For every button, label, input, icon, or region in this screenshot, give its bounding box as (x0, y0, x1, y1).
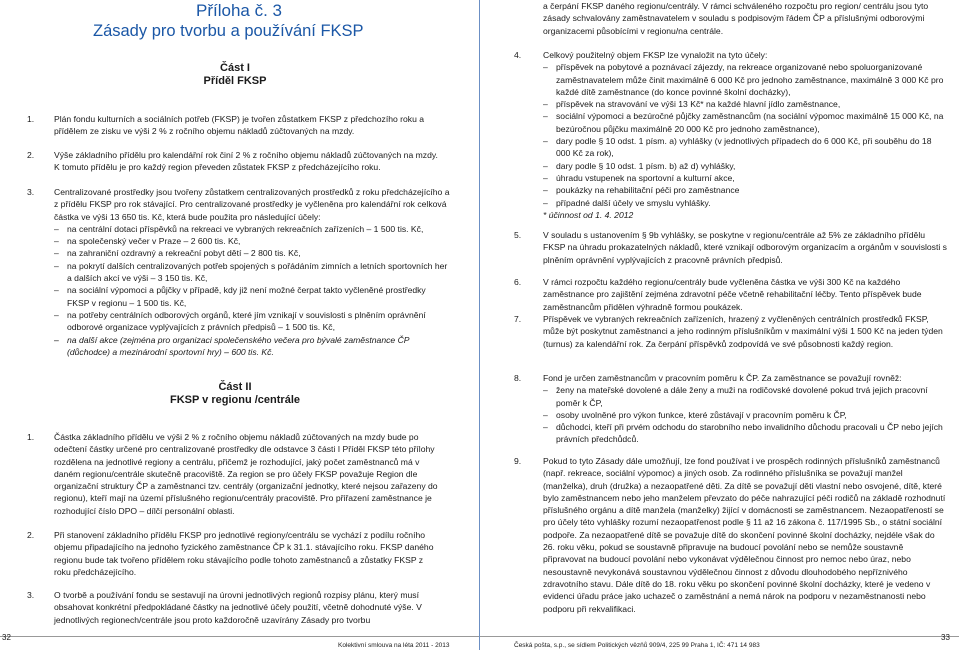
list-item: – poukázky na rehabilitační péči pro zaměstnance (543, 184, 948, 196)
item-number: 2. (27, 150, 35, 160)
footer-left-text: Kolektivní smlouva na léta 2011 - 2013 (338, 642, 450, 649)
right-intro: a čerpání FKSP daného regionu/centrály. V rámci schváleného rozpočtu pro region/ centrálu jsou tyto zásady schvalovány zaměstnavatelem v souladu s podpisovým řádem ČP a příslušnými odborovými organizacemi působícími v regionu/na centrále. (543, 1, 929, 36)
page-title: Příloha č. 3 (196, 1, 282, 20)
right-item-4 (543, 49, 948, 221)
list-item: – případné další účely ve smyslu vyhlášky. (543, 197, 948, 209)
bullet-list (54, 223, 450, 358)
item-number: 4. (514, 50, 522, 60)
right-item-8 (543, 372, 948, 446)
right-item-5: V souladu s ustanovením § 9b vyhlášky, se poskytne v regionu/centrále až 5% ze základního přídělu FKSP na úhradu prokazatelných nákladů, které vznikají odborovým organizacím a orgánům v souvislosti s plněním oprávnění vyplývajících z pracovně právních předpisů. (543, 230, 947, 265)
footer-rule-right (480, 636, 959, 637)
list-item: – příspěvek na pobytové a poznávací zájezdy, na rekreace organizované nebo spoluorganizované zaměstnavatelem může činit maximálně 6 000 Kč pro jednoho zaměstnance, maximálně 3 000 Kč pro každé dítě zaměstnance (do konce povinné školní docházky), (543, 61, 948, 98)
part1-item-3 (54, 186, 450, 358)
item-number: 6. (514, 277, 522, 287)
item-number: 5. (514, 230, 522, 240)
item-number: 1. (27, 432, 35, 442)
part1-item-2: Výše základního přídělu pro kalendářní rok činí 2 % z ročního objemu nákladů zúčtovaných na mzdy. K tomuto přídělu je pro každý region převeden zůstatek FKSP z předcházejícího roku. (54, 150, 438, 173)
footer-right-text: Česká pošta, s.p., se sídlem Politických vězňů 909/4, 225 99 Praha 1, IČ: 471 14 983 (514, 642, 760, 649)
list-item: – úhradu vstupenek na sportovní a kulturní akce, (543, 172, 948, 184)
page-number-left: 32 (2, 633, 11, 642)
footer-rule-left (0, 636, 479, 637)
item-number: 3. (27, 590, 35, 600)
footnote: * účinnost od 1. 4. 2012 (543, 209, 634, 220)
list-item: – dary podle § 10 odst. 1 písm. b) až d) vyhlášky, (543, 160, 948, 172)
list-item: – na společenský večer v Praze – 2 600 tis. Kč, (54, 235, 450, 247)
part2-item-3: O tvorbě a používání fondu se sestavují na úrovni jednotlivých regionů rozpisy plánu, který musí obsahovat konkrétní předpokládané částky na jednotlivé účely použití, včetně dohodnuté výše. V jednotlivých regionech/centrále jsou proto každoročně uzavírány Zásady pro tvorbu (54, 590, 422, 625)
column-divider (479, 0, 480, 650)
part1-item-3-text: Centralizované prostředky jsou tvořeny zůstatkem centralizovaných prostředků z roku předcházejícího a z přídělu FKSP pro rok stávající. Pro centralizované prostředky je vyčleněna pro kalendářní rok celková částka ve výši 13 650 tis. Kč, která bude použita pro následující účely: (54, 187, 450, 222)
part2-heading-title: FKSP v regionu /centrále (169, 394, 300, 406)
list-item: – na centrální dotaci příspěvků na rekreaci ve vybraných rekreačních zařízeních – 1 500 tis. Kč, (54, 223, 450, 235)
list-item: – na další akce (zejména pro organizaci společenského večera pro bývalé zaměstnance ČP (důchodce) a mezinárodní sportovní hry) – 600 tis. Kč. (54, 334, 450, 359)
right-item-6: V rámci rozpočtu každého regionu/centrály bude vyčleněna částka ve výši 300 Kč na každého zaměstnance pro zajištění zejména zdravotní péče včetně rehabilitační léčby. Tento příspěvek bude zaměstnancům přidělen výhradně formou poukázek. (543, 277, 922, 312)
part1-heading-title: Příděl FKSP (203, 75, 267, 87)
right-item-4-text: Celkový použitelný objem FKSP lze vynaložit na tyto účely: (543, 50, 768, 60)
list-item: – ženy na mateřské dovolené a dále ženy a muži na rodičovské dovolené pokud trvá jejich pracovní poměr k ČP, (543, 384, 948, 409)
part1-heading (180, 62, 290, 88)
list-item: – příspěvek na stravování ve výši 13 Kč* na každé hlavní jídlo zaměstnance, (543, 98, 948, 110)
item-number: 8. (514, 373, 522, 383)
part1-item-1: Plán fondu kulturních a sociálních potřeb (FKSP) je tvořen zůstatkem FKSP z předchozího roku a přídělem ze zisku ve výši 2 % z ročního objemu nákladů zúčtovaných na mzdy. (54, 114, 425, 137)
part2-heading-number: Část II (218, 381, 252, 393)
list-item: – sociální výpomoci a bezúročné půjčky zaměstnancům (na sociální výpomoc maximálně 15 000 Kč, na bezúročnou půjčku maximálně 20 000 Kč pro jednoho zaměstnance), (543, 110, 948, 135)
part2-heading (150, 381, 320, 407)
list-item: – na sociální výpomoci a půjčky v případě, kdy již není možné čerpat takto vyčleněné prostředky FKSP v regionu – 1 500 tis. Kč, (54, 284, 450, 309)
item-number: 9. (514, 456, 522, 466)
list-item: – na potřeby centrálních odborových orgánů, které jím vznikají v souvislosti s plněním oprávnění odborové organizace vyplývajících z právních předpisů – 1 500 tis. Kč, (54, 309, 450, 334)
right-item-7: Příspěvek ve vybraných rekreačních zařízeních, hrazený z vyčleněných centrálních prostředků FKSP, může být poskytnut zaměstnanci a jeho rodinným příslušníkům v maximální výši 1 500 Kč na jeden týden (turnus) za kalendářní rok. Za čerpání příspěvků zodpovídá ve své působnosti každý region. (543, 314, 943, 349)
list-item: – dary podle § 10 odst. 1 písm. a) vyhlášky (v jednotlivých případech do 6 000 Kč, při souběhu do 18 000 Kč za rok), (543, 135, 948, 160)
page-subtitle: Zásady pro tvorbu a používání FKSP (93, 22, 364, 40)
page-number-right: 33 (941, 633, 950, 642)
right-item-9: Pokud to tyto Zásady dále umožňují, lze fond používat i ve prospěch rodinných příslušníků zaměstnanců (např. rekreace, sociální výpomoc) a jiných osob. Za rodinného příslušníka se považují manžel (manželka), druh (družka) a nezaopatřené děti. Za dítě se považují děti vlastní nebo osvojené, dítě, které bylo zaměstnancem nebo jeho manželem převzato do péče nahrazující péči rodičů na základě rozhodnutí příslušného orgánu a dítě manžela (manželky) žijící v domácnosti se zaměstnancem. Nezaopatřeností se pro účely této vyhlášky rozumí nezaopatřenost podle § 11 až 16 zákona č. 117/1995 Sb., o státní sociální podpoře. Za nezaopatřené dítě se považuje dítě do skončení povinné školní docházky, nejdéle však do 26. roku věku, pokud se soustavně připravuje na budoucí povolání nebo se nemůže soustavně připravovat na budoucí povolání nebo vykonávat výdělečnou činnost pro nemoc nebo úraz, nebo nesoustavně nevykonává soustavnou výdělečnou činnost z důvodu dlouhodobého nepříznivého zdravotního stavu. Dále dítě do 18. roku věku po skončení povinné školní docházky, které je vedeno v evidenci úřadu práce jako uchazeč o zaměstnání a nemá nárok na podporu v nezaměstnanosti nebo podporu při rekvalifikaci. (543, 456, 946, 614)
item-number: 7. (514, 314, 522, 324)
bullet-list (543, 384, 948, 445)
item-number: 3. (27, 187, 35, 197)
part2-item-1: Částka základního přídělu ve výši 2 % z ročního objemu nákladů zúčtovaných na mzdy bude po odečtení částky určené pro centralizované prostředky dle odstavce 3 části I Příděl FKSP této přílohy rozdělena na jednotlivé regiony a centrálu, přičemž je rozhodující, jaký počet zaměstnanců má v daném regionu/centrále skutečně pracoviště. Za region se pro účely FKSP považuje Region dle organizační struktury ČP a zaměstnanci tzv. centrály (organizační jednotky, které nejsou zařazeny do regionu), kteří mají na území příslušného regionu/centrály pracoviště. Pro přiřazení zaměstnance je rozhodující číslo DPO – dílčí personální oblasti. (54, 432, 438, 516)
bullet-list (543, 61, 948, 209)
item-number: 2. (27, 530, 35, 540)
right-item-8-text: Fond je určen zaměstnancům v pracovním poměru k ČP. Za zaměstnance se považují rovněž: (543, 373, 902, 383)
list-item: – na zahraniční ozdravný a rekreační pobyt dětí – 2 800 tis. Kč, (54, 247, 450, 259)
list-item: – osoby uvolněné pro výkon funkce, které zůstávají v pracovním poměru k ČP, (543, 409, 948, 421)
list-item: – na pokrytí dalších centralizovaných potřeb spojených s pořádáním zimních a letních sportovních her a dalších akcí ve výši – 3 150 tis. Kč, (54, 260, 450, 285)
part1-heading-number: Část I (220, 62, 250, 74)
list-item: – důchodci, kteří při prvém odchodu do starobního nebo invalidního důchodu pracovali u ČP nebo jejích právních předchůdců. (543, 421, 948, 446)
part2-item-2: Při stanovení základního přídělu FKSP pro jednotlivé regiony/centrálu se vychází z podílu ročního objemu připadajícího na jednoho fyzického zaměstnance ČP k 31.1. stávajícího roku. FKSP daného regionu bude tak tvořeno přídělem roku stávajícího podle tohoto zaměstnanců a zůstatky FKSP z roku předcházejícího. (54, 530, 434, 577)
item-number: 1. (27, 114, 35, 124)
